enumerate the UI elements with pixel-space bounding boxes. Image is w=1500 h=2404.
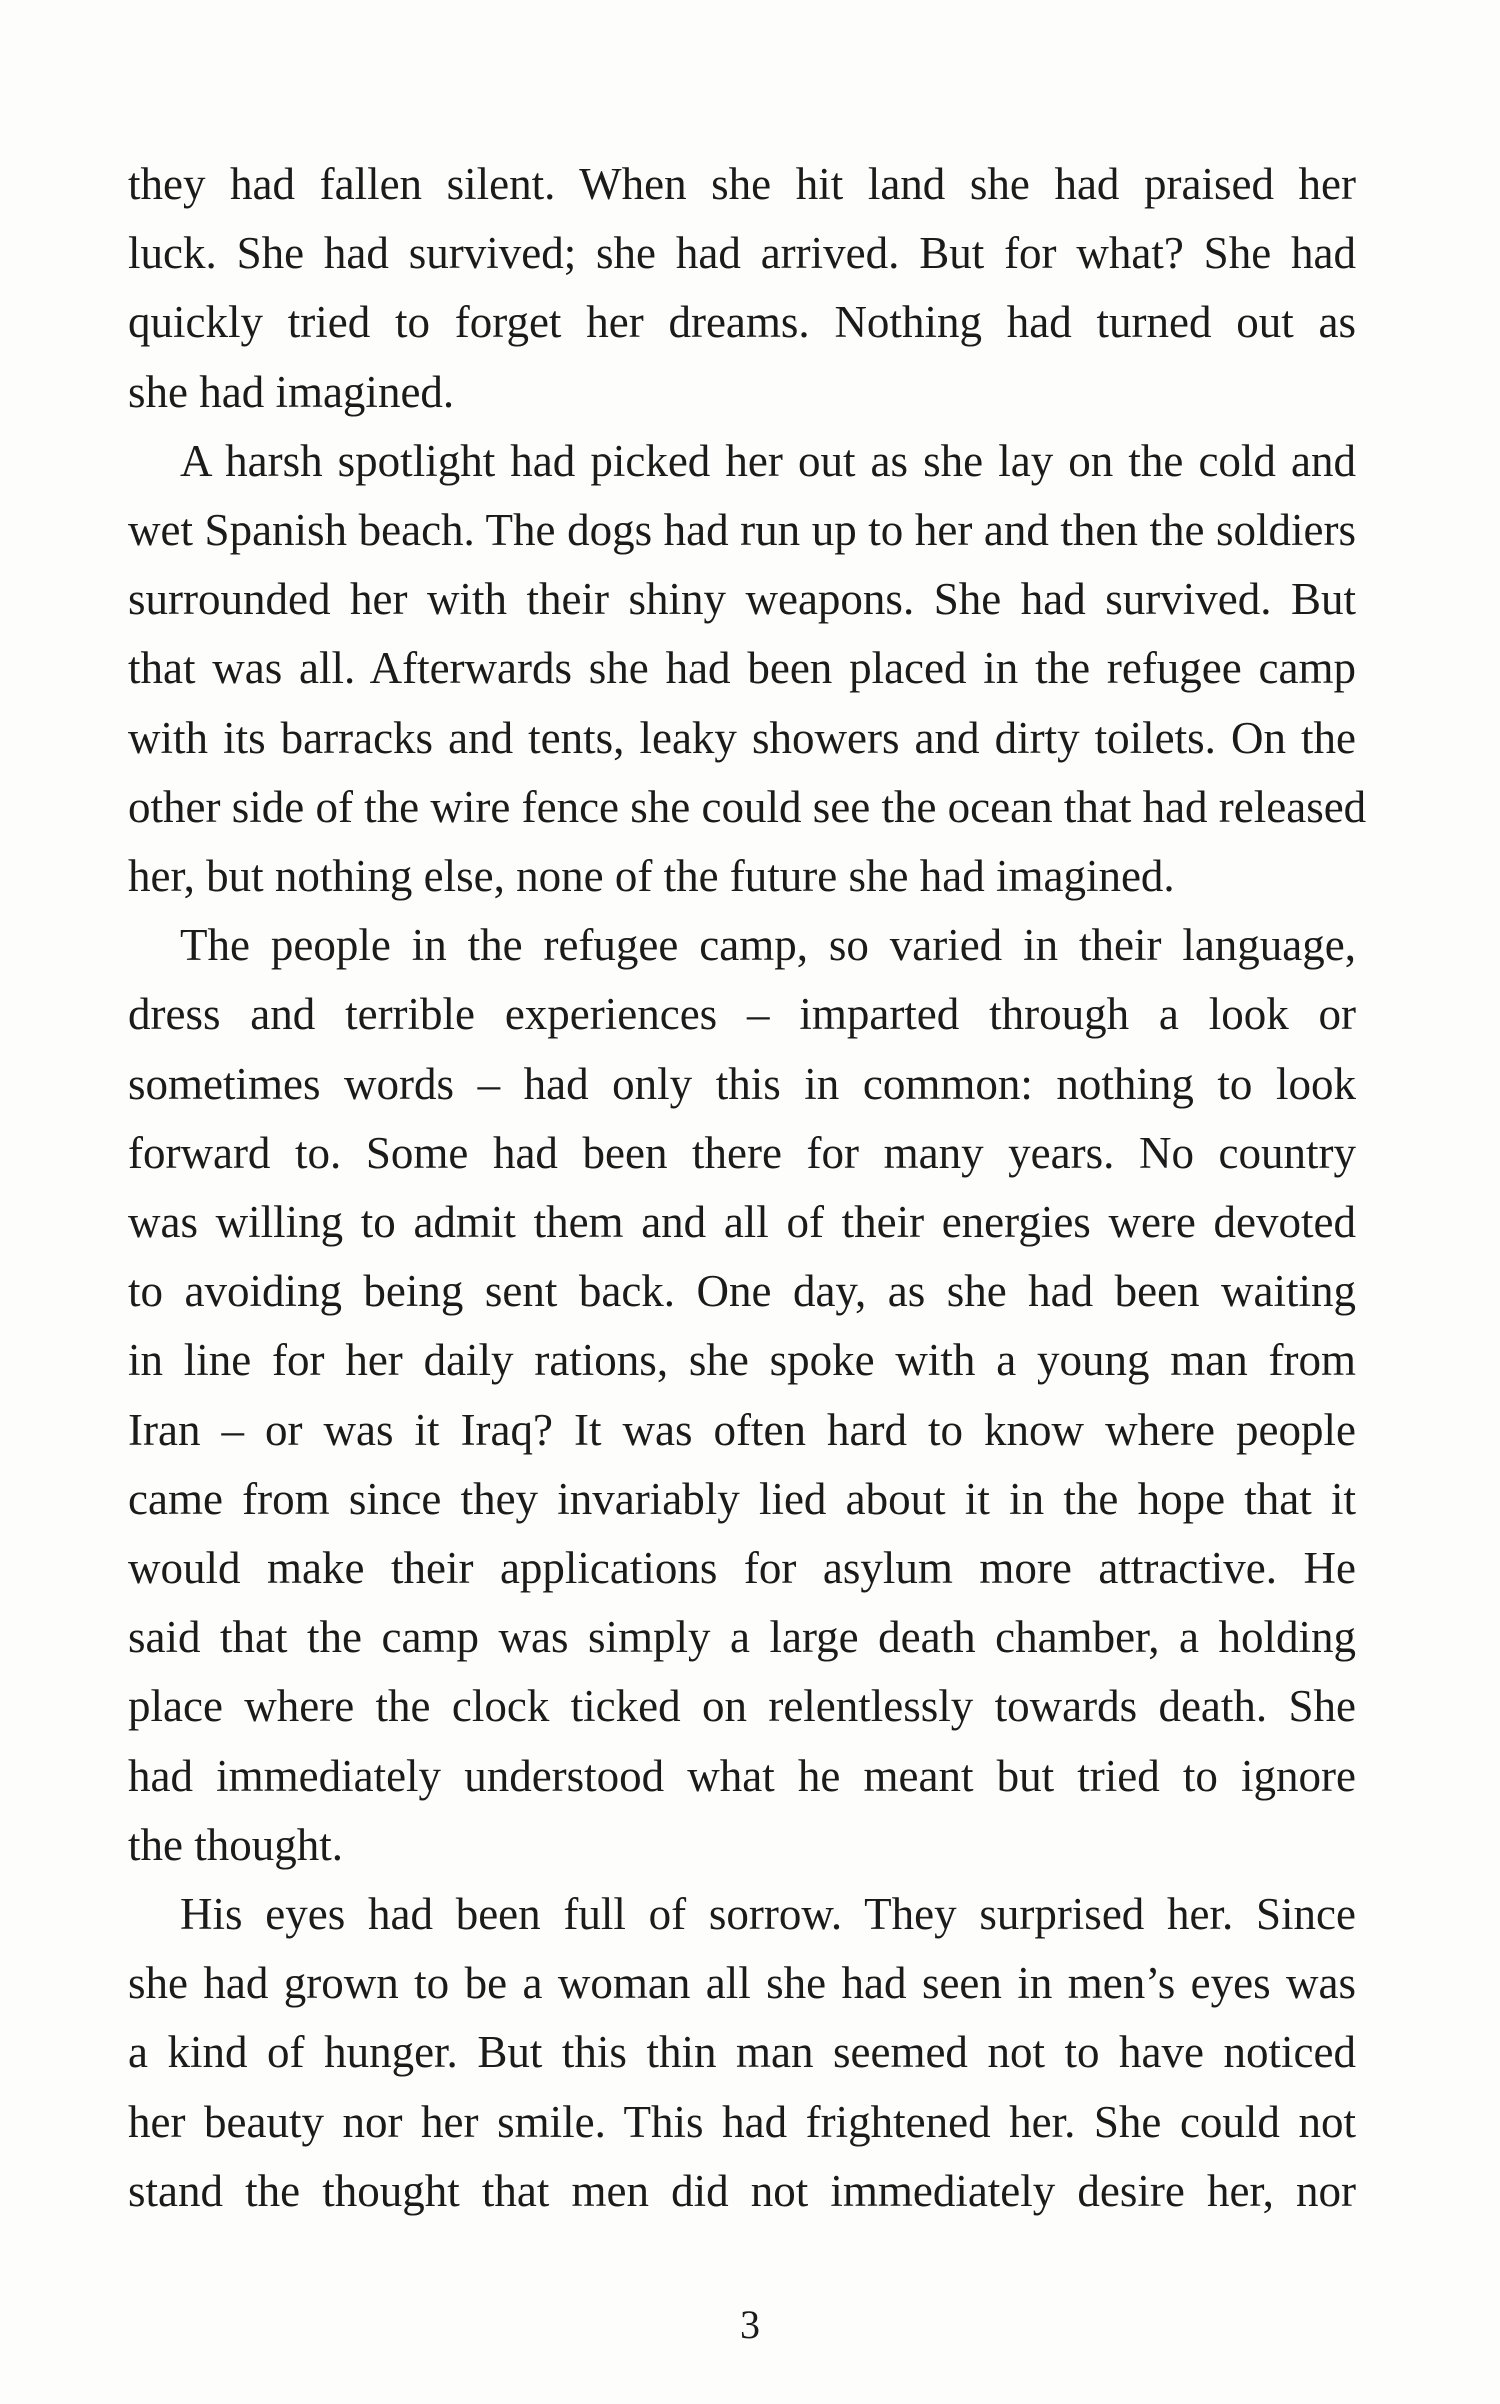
text-line: in line for her daily rations, she spoke with a young man from: [128, 1335, 1356, 1386]
paragraph: [128, 150, 1356, 427]
text-line: said that the camp was simply a large death chamber, a holding: [128, 1612, 1356, 1663]
text-line: luck. She had survived; she had arrived. But for what? She had: [128, 228, 1356, 279]
text-line: she had grown to be a woman all she had seen in men’s eyes was: [128, 1958, 1356, 2009]
text-line: the thought.: [128, 1819, 343, 1870]
paragraph: [128, 427, 1367, 911]
text-line: had immediately understood what he meant but tried to ignore: [128, 1750, 1356, 1801]
text-line: was willing to admit them and all of their energies were devoted: [128, 1197, 1356, 1248]
text-line: that was all. Afterwards she had been placed in the refugee camp: [128, 643, 1356, 694]
text-line: place where the clock ticked on relentlessly towards death. She: [128, 1681, 1356, 1732]
text-line: her beauty nor her smile. This had frightened her. She could not: [128, 2096, 1356, 2147]
text-line: stand the thought that men did not immediately desire her, nor: [128, 2165, 1356, 2216]
text-line: she had imagined.: [128, 366, 455, 417]
text-line: A harsh spotlight had picked her out as she lay on the cold and: [180, 435, 1356, 486]
text-line: surrounded her with their shiny weapons. She had survived. But: [128, 574, 1356, 625]
text-line: they had fallen silent. When she hit land she had praised her: [128, 159, 1356, 209]
text-line: His eyes had been full of sorrow. They surprised her. Since: [180, 1889, 1356, 1940]
text-line: came from since they invariably lied about it in the hope that it: [128, 1473, 1356, 1524]
text-line: a kind of hunger. But this thin man seemed not to have noticed: [128, 2027, 1356, 2078]
text-line: to avoiding being sent back. One day, as she had been waiting: [128, 1266, 1356, 1317]
text-line: would make their applications for asylum more attractive. He: [128, 1543, 1356, 1594]
text-line: her, but nothing else, none of the future she had imagined.: [128, 851, 1175, 902]
text-line: The people in the refugee camp, so varied in their language,: [180, 920, 1356, 971]
paragraph: [128, 1880, 1356, 2226]
text-line: quickly tried to forget her dreams. Nothing had turned out as: [128, 297, 1356, 348]
body-text: [128, 150, 1367, 2226]
text-line: dress and terrible experiences – imparted through a look or: [128, 989, 1356, 1040]
paragraph: [128, 911, 1356, 1880]
text-line: forward to. Some had been there for many years. No country: [128, 1127, 1356, 1178]
text-line: wet Spanish beach. The dogs had run up to her and then the soldiers: [128, 505, 1356, 556]
page-number: 3: [740, 2302, 760, 2347]
text-line: Iran – or was it Iraq? It was often hard to know where people: [128, 1404, 1356, 1455]
text-line: other side of the wire fence she could see the ocean that had released: [128, 781, 1367, 832]
text-line: with its barracks and tents, leaky showers and dirty toilets. On the: [128, 712, 1356, 763]
text-line: sometimes words – had only this in common: nothing to look: [128, 1058, 1356, 1109]
